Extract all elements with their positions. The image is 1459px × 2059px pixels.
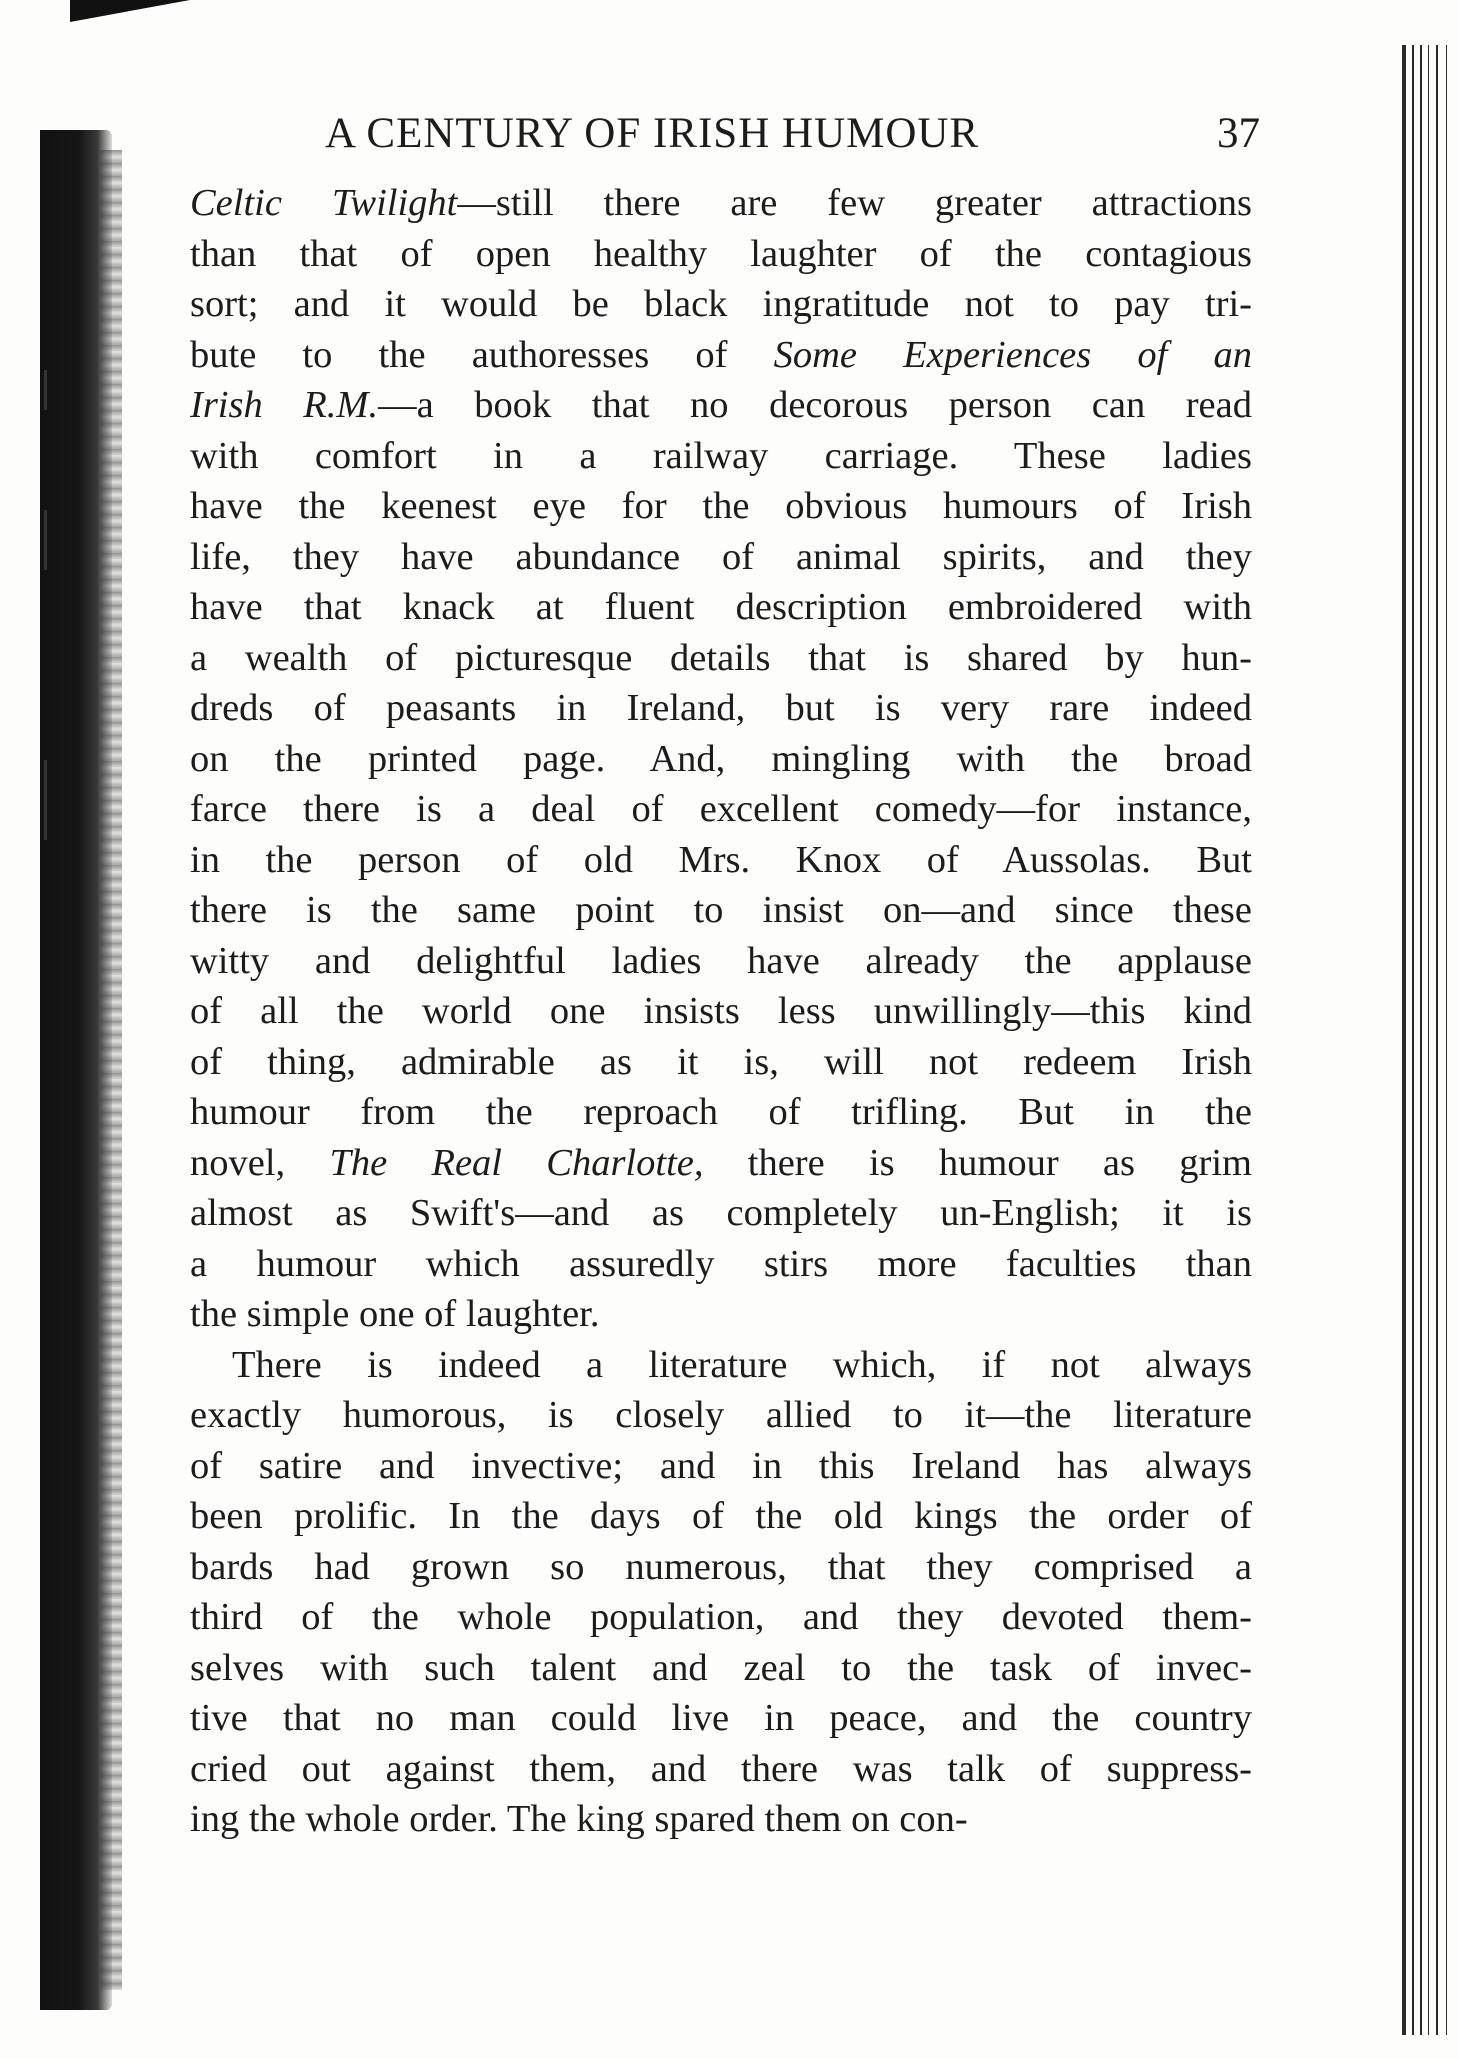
- page-number: 37: [1217, 110, 1260, 157]
- text-run: been prolific. In the days of the old kings the order of: [190, 1495, 1252, 1537]
- text-line: [190, 1542, 1252, 1593]
- text-line: [190, 1744, 1252, 1795]
- text-line: [190, 178, 1252, 229]
- paragraph: [190, 1340, 1252, 1845]
- text-line: [190, 1188, 1252, 1239]
- text-line: [190, 784, 1252, 835]
- scan-corner-mark: [70, 0, 190, 22]
- text-run: novel,: [190, 1141, 330, 1184]
- text-line: [190, 1643, 1252, 1694]
- italic-title: Celtic Twilight: [190, 182, 458, 224]
- text-run: with comfort in a railway carriage. These ladies: [190, 434, 1252, 477]
- text-run: of all the world one insists less unwillingly—this kind: [190, 990, 1252, 1032]
- text-run: than that of open healthy laughter of the contagious: [190, 232, 1252, 275]
- page-edge-line: [1402, 45, 1406, 2035]
- binding-edge-texture: [100, 150, 122, 1990]
- text-run: of satire and invective; and in this Ireland has always: [190, 1444, 1252, 1487]
- text-line: [190, 1592, 1252, 1643]
- page-edge-line: [1446, 45, 1447, 2035]
- text-line: [190, 279, 1252, 330]
- page-header: [325, 104, 1260, 164]
- page-edge-line: [1428, 45, 1429, 2035]
- text-run: farce there is a deal of excellent comedy—for instance,: [190, 788, 1252, 830]
- body-text: [190, 178, 1252, 1845]
- text-run: —a book that no decorous person can read: [378, 384, 1252, 426]
- text-run: dreds of peasants in Ireland, but is very rare indeed: [190, 687, 1252, 729]
- text-run: bards had grown so numerous, that they comprised a: [190, 1545, 1252, 1588]
- text-line: [190, 936, 1252, 987]
- scan-mark: [44, 370, 47, 410]
- text-run: almost as Swift's—and as completely un-English; it is: [190, 1192, 1252, 1234]
- text-run: bute to the authoresses of: [190, 333, 774, 376]
- text-line: [190, 1037, 1252, 1088]
- text-line: [190, 229, 1252, 280]
- text-run: exactly humorous, is closely allied to it—the literature: [190, 1394, 1252, 1436]
- text-line: [190, 986, 1252, 1037]
- text-run: There is indeed a literature which, if not always: [232, 1343, 1252, 1386]
- text-run: cried out against them, and there was talk of suppress-: [190, 1747, 1252, 1790]
- text-line: [190, 1441, 1252, 1492]
- text-line: [190, 885, 1252, 936]
- text-run: humour from the reproach of trifling. But in the: [190, 1091, 1252, 1133]
- text-line: [190, 1289, 1252, 1340]
- text-line: [190, 1390, 1252, 1441]
- text-run: have the keenest eye for the obvious humours of Irish: [190, 485, 1252, 527]
- text-run: third of the whole population, and they devoted them-: [190, 1596, 1252, 1638]
- text-line: [190, 734, 1252, 785]
- text-run: witty and delightful ladies have already the applause: [190, 939, 1252, 982]
- text-run: tive that no man could live in peace, and the country: [190, 1697, 1252, 1739]
- italic-title: Irish R.M.: [190, 384, 379, 426]
- text-run: selves with such talent and zeal to the task of invec-: [190, 1646, 1252, 1689]
- text-run: in the person of old Mrs. Knox of Aussolas. But: [190, 838, 1252, 881]
- text-run: of thing, admirable as it is, will not redeem Irish: [190, 1040, 1252, 1083]
- scan-mark: [44, 760, 47, 840]
- paragraph: [190, 178, 1252, 1340]
- text-line: [190, 1491, 1252, 1542]
- text-run: sort; and it would be black ingratitude not to pay tri-: [190, 283, 1252, 325]
- text-line: [190, 1239, 1252, 1290]
- text-run: have that knack at fluent description embroidered with: [190, 586, 1252, 628]
- text-line: [190, 835, 1252, 886]
- page-edge-line: [1436, 45, 1438, 2035]
- text-run: a humour which assuredly stirs more faculties than: [190, 1242, 1252, 1285]
- text-line: [190, 1087, 1252, 1138]
- text-line: [190, 582, 1252, 633]
- text-line: [190, 431, 1252, 482]
- text-run: a wealth of picturesque details that is shared by hun-: [190, 636, 1252, 679]
- text-run: on the printed page. And, mingling with the broad: [190, 737, 1252, 780]
- text-run: there is humour as grim: [703, 1141, 1252, 1184]
- text-run: —still there are few greater attractions: [457, 182, 1252, 224]
- running-title: A CENTURY OF IRISH HUMOUR: [325, 110, 980, 157]
- text-run: there is the same point to insist on—and since these: [190, 889, 1252, 931]
- text-line: [190, 1138, 1252, 1189]
- text-line: [190, 380, 1252, 431]
- italic-title: The Real Charlotte,: [329, 1141, 704, 1184]
- text-line: [190, 633, 1252, 684]
- scan-mark: [44, 510, 47, 570]
- page-edge-line: [1412, 45, 1414, 2035]
- text-run: ing the whole order. The king spared them on con-: [190, 1798, 968, 1840]
- text-line: [190, 330, 1252, 381]
- italic-title: Some Experiences of an: [773, 333, 1252, 376]
- text-line: [190, 1693, 1252, 1744]
- text-line: [190, 1340, 1252, 1391]
- text-run: the simple one of laughter.: [190, 1293, 600, 1335]
- text-line: [190, 481, 1252, 532]
- text-line: [190, 532, 1252, 583]
- text-run: life, they have abundance of animal spirits, and they: [190, 535, 1252, 578]
- page-edge-line: [1420, 45, 1422, 2035]
- text-line: [190, 683, 1252, 734]
- text-line: [190, 1794, 1252, 1845]
